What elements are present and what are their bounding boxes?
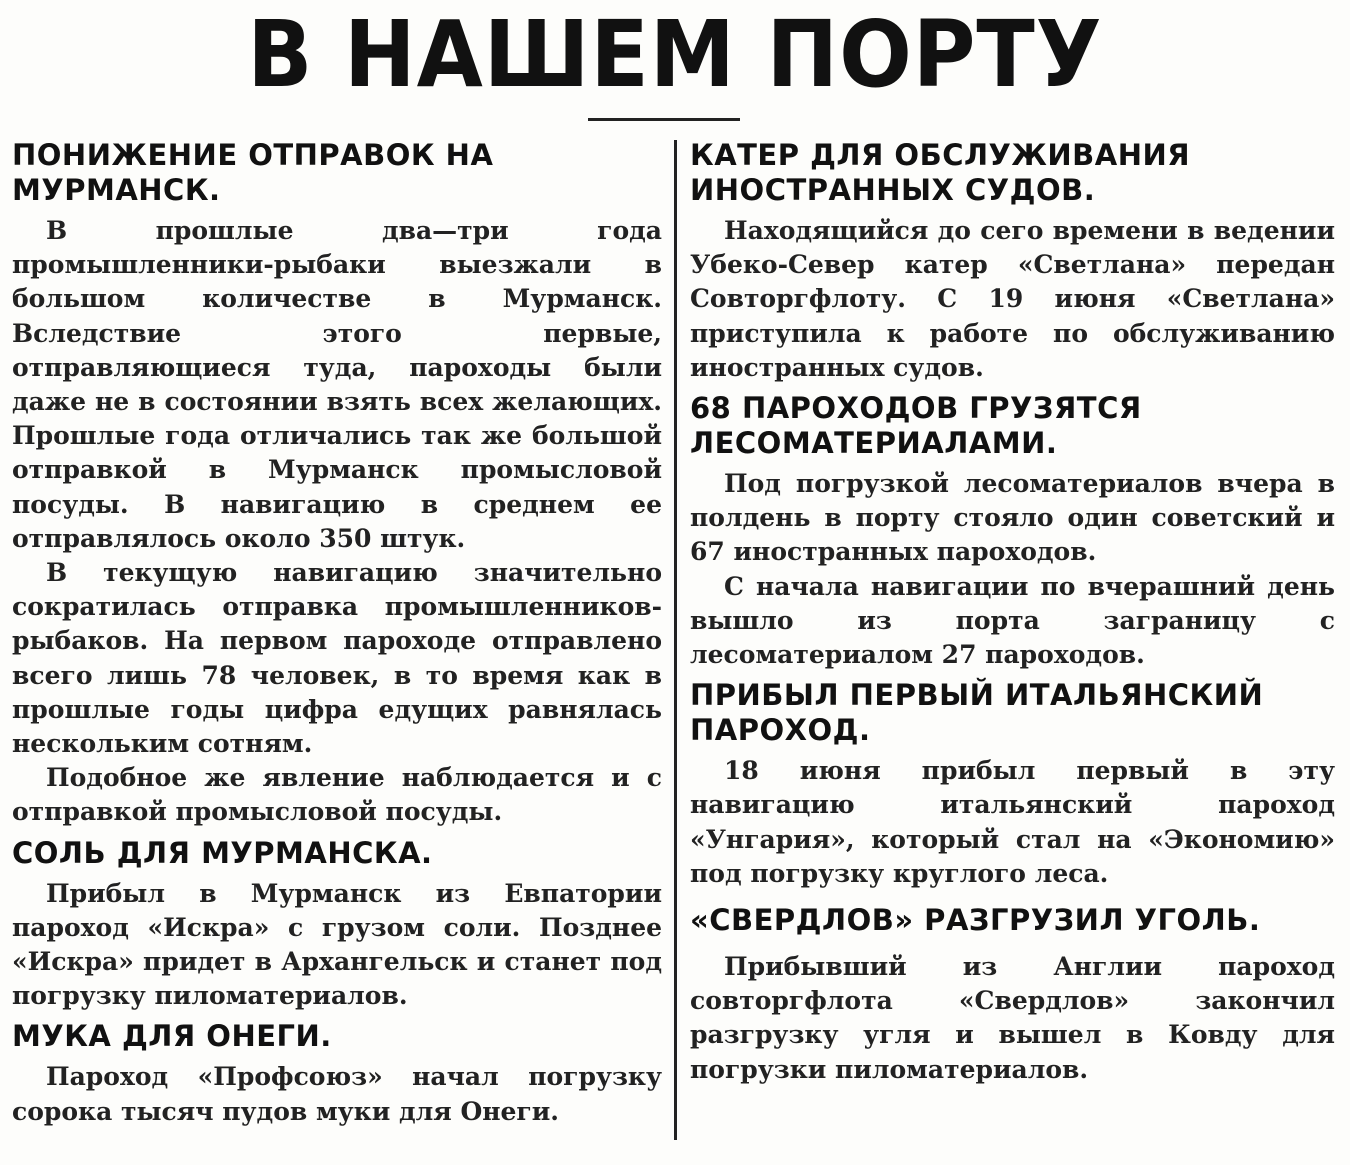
- article-sverdlov-coal: [690, 903, 1335, 1087]
- article-paragraph: Находящийся до сего времени в ведении Убеко-Север катер «Светлана» передан Совторгфлоту. С 19 июня «Светлана» приступила к работе по обслуживанию иностранных судов.: [690, 216, 1335, 382]
- article-italian-steamer: [690, 678, 1335, 891]
- article-headline: СОЛЬ ДЛЯ МУРМАНСКА.: [12, 835, 433, 870]
- article-headline: ПРИБЫЛ ПЕРВЫЙ ИТАЛЬЯНСКИЙ ПАРОХОД.: [690, 678, 1264, 748]
- article-paragraph: Прибывший из Англии пароход совторгфлота «Свердлов» закончил разгрузку угля и вышел в Ковду для погрузки пиломатериалов.: [690, 952, 1335, 1084]
- article-paragraph: Под погрузкой лесоматериалов вчера в полдень в порту стояло один советский и 67 иностранных пароходов.: [690, 469, 1335, 567]
- left-column: [12, 138, 662, 1129]
- article-headline: ПОНИЖЕНИЕ ОТПРАВОК НА МУРМАНСК.: [12, 138, 494, 207]
- masthead: [0, 0, 1350, 108]
- article-paragraph: С начала навигации по вчерашний день вышло из порта заграницу с лесоматериалом 27 пароходов.: [690, 571, 1335, 670]
- page-title: В НАШЕМ ПОРТУ: [247, 0, 1103, 108]
- article-paragraph: В текущую навигацию значительно сократилась отправка промышленников-рыбаков. На первом пароходе отправлено всего лишь 78 человек, в то время как в прошлые годы цифра едущих равнялась нескольким сотням.: [12, 558, 662, 759]
- article-launch-foreign-ships: [690, 138, 1335, 385]
- article-flour-onega: [12, 1019, 662, 1128]
- article-paragraph: Подобное же явление наблюдается и с отправкой промысловой посуды.: [12, 763, 662, 827]
- column-divider: [674, 140, 677, 1140]
- article-68-steamers-timber: [690, 391, 1335, 672]
- article-headline: МУКА ДЛЯ ОНЕГИ.: [12, 1019, 332, 1054]
- article-paragraph: 18 июня прибыл первый в эту навигацию итальянский пароход «Унгария», который стал на «Экономию» под погрузку круглого леса.: [690, 756, 1335, 888]
- article-headline: «СВЕРДЛОВ» РАЗГРУЗИЛ УГОЛЬ.: [690, 903, 1261, 938]
- article-salt-murmansk: [12, 836, 662, 1014]
- article-headline: КАТЕР ДЛЯ ОБСЛУЖИВАНИЯ ИНОСТРАННЫХ СУДОВ.: [690, 138, 1191, 207]
- article-paragraph: Прибыл в Мурманск из Евпатории пароход «Искра» с грузом соли. Позднее «Искра» придет в Архангельск и станет под погрузку пиломатериалов.: [12, 878, 662, 1011]
- title-underline: [588, 118, 740, 121]
- article-paragraph: Пароход «Профсоюз» начал погрузку сорока тысяч пудов муки для Онеги.: [12, 1062, 662, 1126]
- article-paragraph: В прошлые два—три года промышленники-рыбаки выезжали в большом количестве в Мурманск. Вследствие этого первые, отправляющиеся туда, пароходы были даже не в состоянии взять всех желающих. Прошлые года отличались так же большой отправкой в Мурманск промысловой посуды. В навигацию в среднем ее отправлялось около 350 штук.: [12, 216, 662, 553]
- right-column: [690, 138, 1335, 1087]
- article-murmansk-departures: [12, 138, 662, 830]
- article-headline: 68 ПАРОХОДОВ ГРУЗЯТСЯ ЛЕСОМАТЕРИАЛАМИ.: [690, 391, 1142, 461]
